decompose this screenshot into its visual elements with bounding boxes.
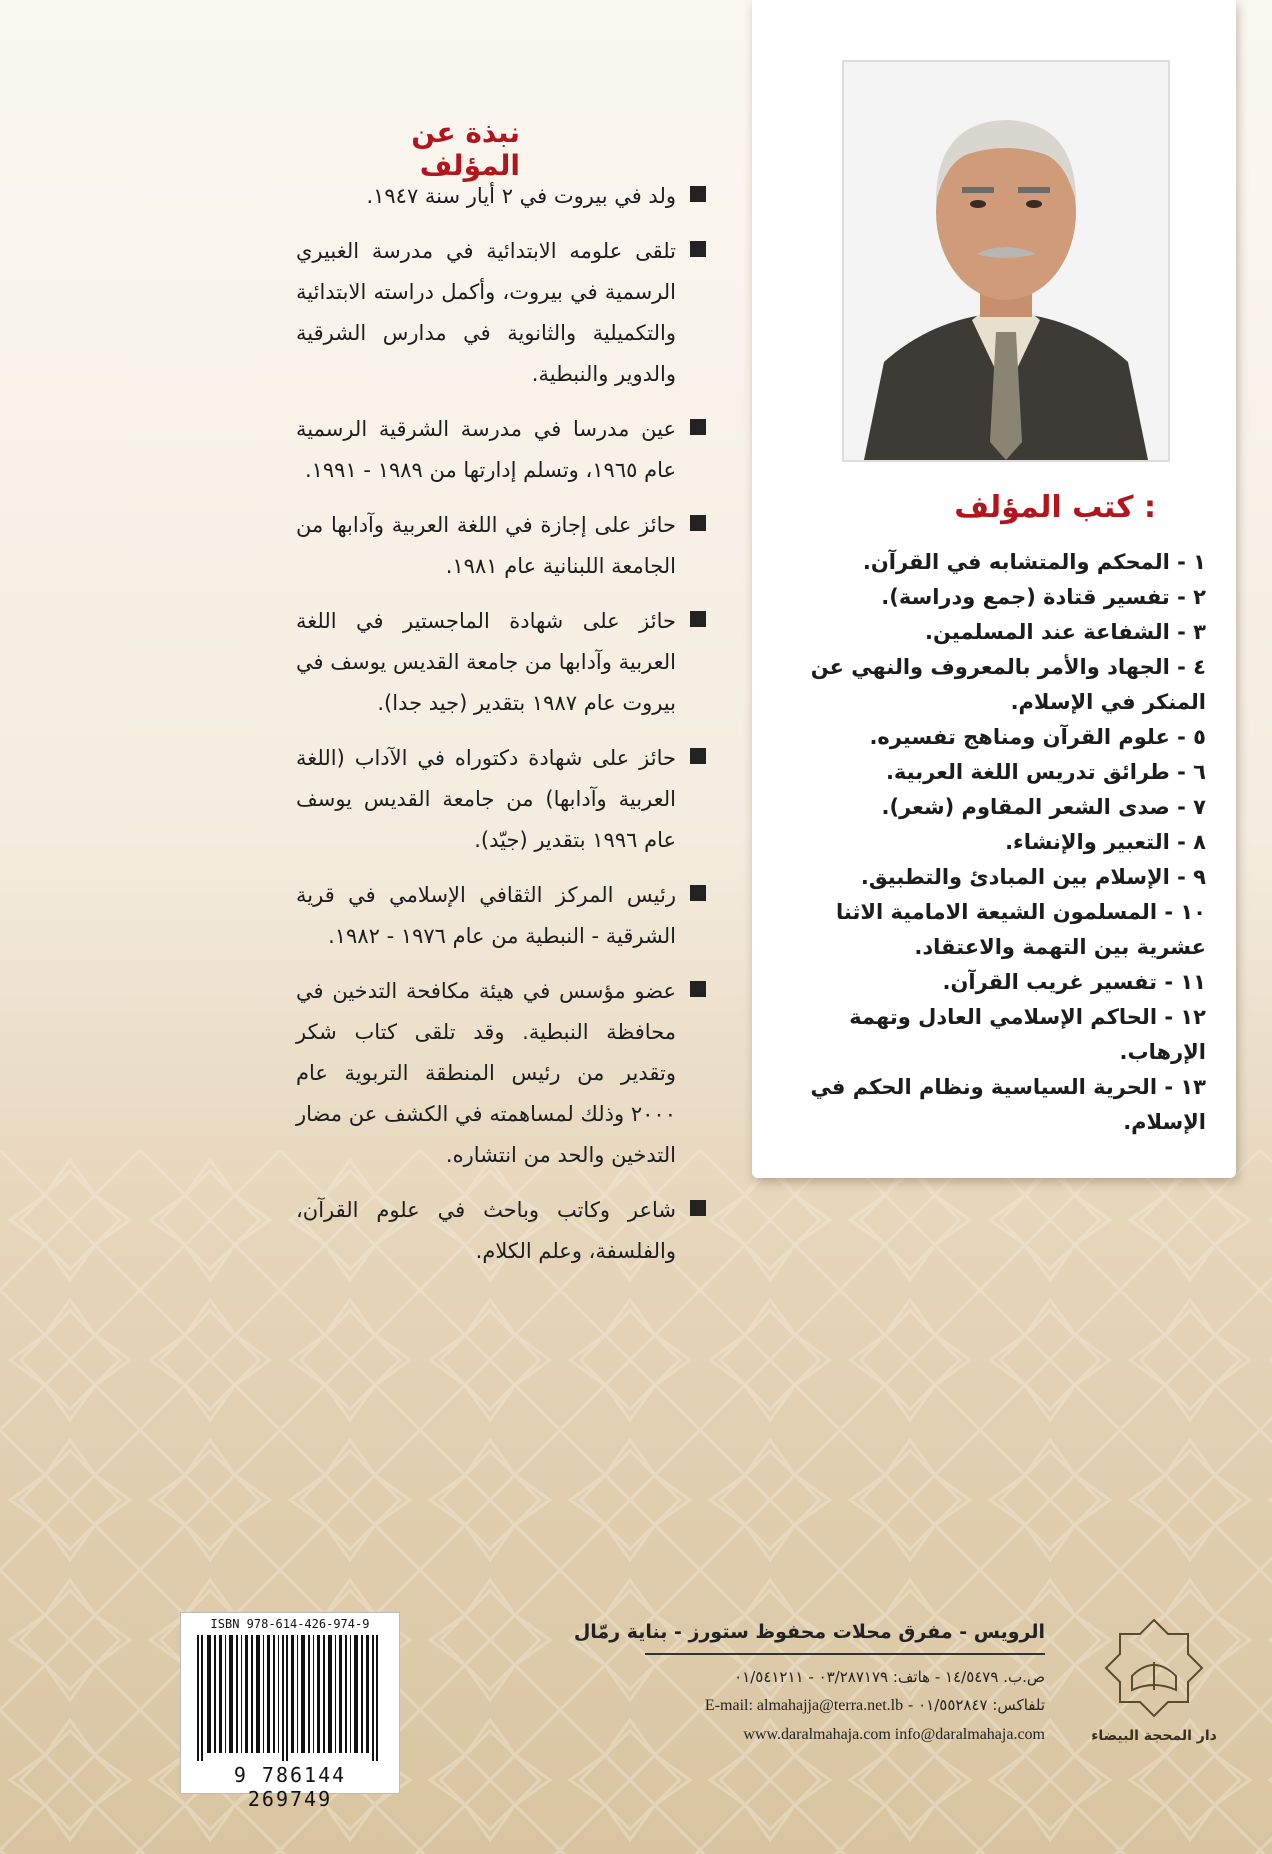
book-item: ٩ - الإسلام بين المبادئ والتطبيق. — [860, 865, 1206, 889]
bio-item — [296, 738, 706, 861]
email-text: E-mail: almahajja@terra.net.lb — [704, 1697, 904, 1714]
bullet-square-icon — [690, 981, 706, 997]
bullet-square-icon — [690, 515, 706, 531]
bio-item — [296, 601, 706, 724]
publisher-phone: ص.ب. ١٤/٥٤٧٩ - هاتف: ٠٣/٢٨٧١٧٩ - ٠١/٥٤١٢١١ — [734, 1668, 1045, 1686]
divider — [645, 1653, 1045, 1655]
isbn-label: ISBN 978-614-426-974-9 — [210, 1617, 370, 1631]
book-item: ٣ - الشفاعة عند المسلمين. — [925, 620, 1206, 644]
book-item: ١ - المحكم والمتشابه في القرآن. — [862, 550, 1206, 574]
bio-text: حائز على إجازة في اللغة العربية وآدابها من الجامعة اللبنانية عام ١٩٨١. — [296, 513, 676, 578]
isbn-barcode — [180, 1612, 400, 1811]
bio-text: حائز على شهادة الماجستير في اللغة العربية وآدابها من جامعة القديس يوسف في بيروت عام ١٩٨٧ بتقدير (جيد جدا). — [296, 609, 676, 715]
publisher-address: الرويس - مفرق محلات محفوظ ستورز - بناية رمّال — [573, 1621, 1045, 1643]
bio-text: شاعر وكاتب وباحث في علوم القرآن، والفلسفة، وعلم الكلام. — [296, 1198, 676, 1263]
bio-text: ولد في بيروت في ٢ أيار سنة ١٩٤٧. — [366, 184, 676, 208]
isbn-digits: 9 786144 269749 — [233, 1763, 347, 1811]
author-bio-list — [296, 176, 706, 1286]
bio-text: عين مدرسا في مدرسة الشرقية الرسمية عام ١٩٦٥، وتسلم إدارتها من ١٩٨٩ - ١٩٩١. — [296, 417, 676, 482]
bio-item — [296, 875, 706, 957]
book-item: ١٠ - المسلمون الشيعة الامامية الاثنا عشرية بين التهمة والاعتقاد. — [835, 900, 1206, 959]
book-item: ٢ - تفسير قتادة (جمع ودراسة). — [881, 585, 1206, 609]
bullet-square-icon — [690, 748, 706, 764]
books-list — [776, 545, 1206, 1140]
bullet-square-icon — [690, 419, 706, 435]
publisher-info — [545, 1615, 1045, 1749]
book-item: ٥ - علوم القرآن ومناهج تفسيره. — [869, 725, 1206, 749]
bio-item — [296, 971, 706, 1176]
website-text: www.daralmahaja.com info@daralmahaja.com — [743, 1726, 1045, 1743]
bullet-square-icon — [690, 241, 706, 257]
bio-text: عضو مؤسس في هيئة مكافحة التدخين في محافظة النبطية. وقد تلقى كتاب شكر وتقدير من رئيس المنطقة التربوية عام ٢٠٠٠ وذلك لمساهمته في الكشف عن مضار التدخين والحد من انتشاره. — [296, 979, 676, 1167]
bullet-square-icon — [690, 885, 706, 901]
book-item: ١١ - تفسير غريب القرآن. — [942, 970, 1206, 994]
book-item: ٦ - طرائق تدريس اللغة العربية. — [885, 760, 1206, 784]
bio-text: حائز على شهادة دكتوراه في الآداب (اللغة العربية وآدابها) من جامعة القديس يوسف عام ١٩٩٦ بتقدير (جيّد). — [296, 746, 676, 852]
books-title: كتب المؤلف : — [954, 490, 1156, 525]
book-item: ٨ - التعبير والإنشاء. — [1005, 830, 1206, 854]
bullet-square-icon — [690, 186, 706, 202]
book-item: ١٢ - الحاكم الإسلامي العادل وتهمة الإرهاب. — [849, 1005, 1206, 1064]
bio-item — [296, 505, 706, 587]
book-item: ٤ - الجهاد والأمر بالمعروف والنهي عن المنكر في الإسلام. — [810, 655, 1206, 714]
bio-text: رئيس المركز الثقافي الإسلامي في قرية الشرقية - النبطية من عام ١٩٧٦ - ١٩٨٢. — [296, 883, 676, 948]
bullet-square-icon — [690, 1200, 706, 1216]
book-item: ٧ - صدى الشعر المقاوم (شعر). — [881, 795, 1206, 819]
bio-item — [296, 409, 706, 491]
author-books-panel — [752, 0, 1236, 1178]
book-item: ١٣ - الحرية السياسية ونظام الحكم في الإسلام. — [810, 1075, 1206, 1134]
bullet-square-icon — [690, 611, 706, 627]
author-photo — [842, 60, 1170, 462]
publisher-logo-icon — [1091, 1610, 1217, 1780]
bio-item — [296, 1190, 706, 1272]
publisher-web — [545, 1720, 1045, 1749]
bio-item — [296, 231, 706, 395]
bio-text: تلقى علومه الابتدائية في مدرسة الغبيري الرسمية في بيروت، وأكمل دراسته الابتدائية والتكميلية والثانوية في مدارس الشرقية والدوير والنبطية. — [296, 239, 676, 386]
about-author-title: نبذة عن المؤلف — [411, 116, 520, 182]
bio-item — [296, 176, 706, 217]
barcode-bars — [189, 1635, 391, 1761]
fax-label: تلفاكس: ٠١/٥٥٢٨٤٧ - — [907, 1696, 1045, 1714]
publisher-fax-email — [545, 1691, 1045, 1720]
logo-text: دار المحجة البيضاء — [1091, 1728, 1217, 1744]
